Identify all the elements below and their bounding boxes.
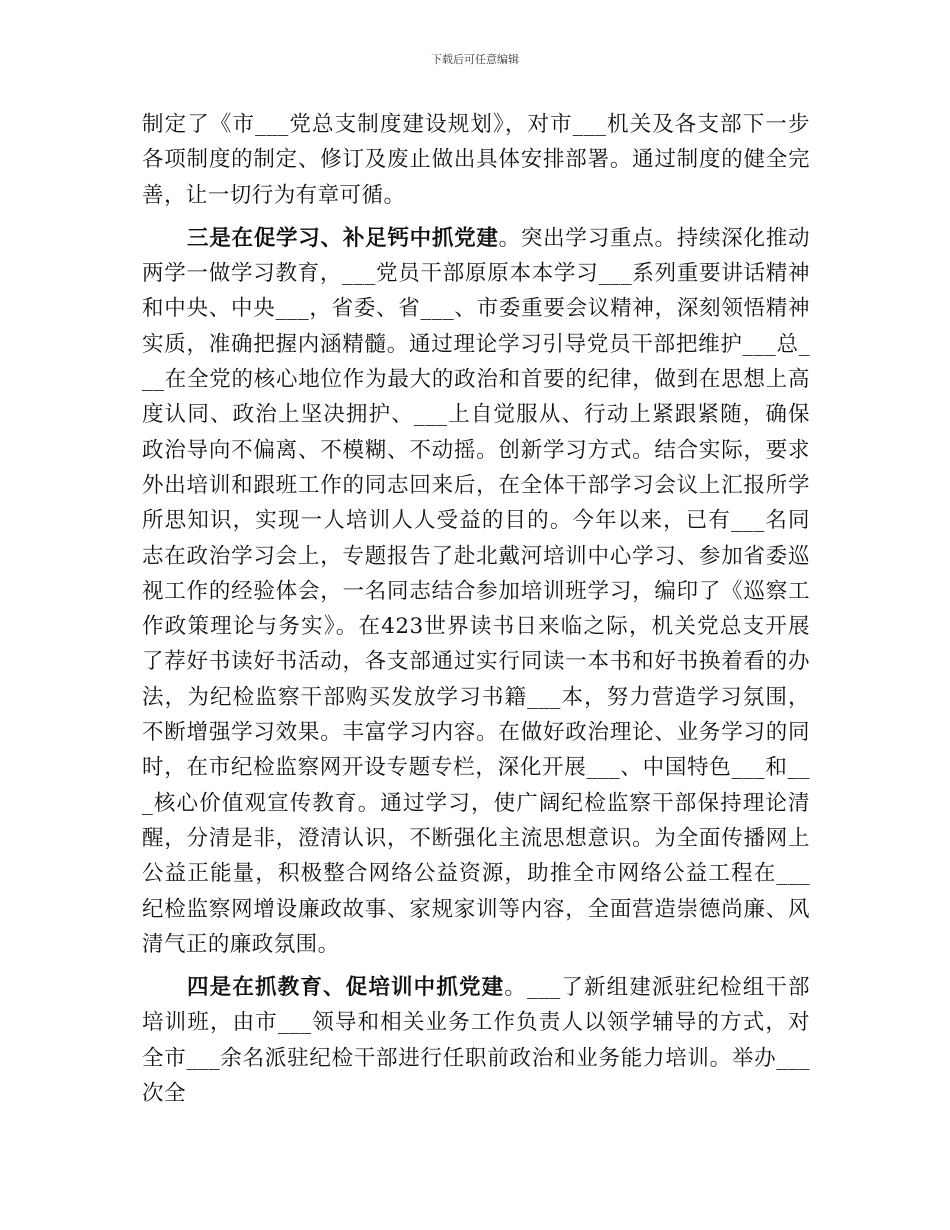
paragraph-3-text: 。___了新组建派驻纪检组干部培训班，由市___领导和相关业务工作负责人以领学辅导的方式，对全市___余名派驻纪检干部进行任职前政治和业务能力培训。举办___次全 [142,975,810,1107]
paragraph-2 [142,221,810,962]
paragraph-3-lead: 四是在抓教育、促培训中抓党建 [187,975,505,1001]
paragraph-3 [142,970,810,1111]
paragraph-1 [142,107,810,213]
paragraph-2-text: 。突出学习重点。持续深化推动两学一做学习教育，___党员干部原原本本学习___系列重要讲话精神和中央、中央___，省委、省___、市委重要会议精神，深刻领悟精神实质，准确把握内涵精髓。通过理论学习引导党员干部把维护___总___在全党的核心地位作为最大的政治和首要的纪律，做到在思想上高度认同、政治上坚决拥护、___上自觉服从、行动上紧跟紧随，确保政治导向不偏离、不模糊、不动摇。创新学习方式。结合实际，要求外出培训和跟班工作的同志回来后，在全体干部学习会议上汇报所学所思知识，实现一人培训人人受益的目的。今年以来，已有___名同志在政治学习会上，专题报告了赴北戴河培训中心学习、参加省委巡视工作的经验体会，一名同志结合参加培训班学习，编印了《巡察工作政策理论与务实》。在423世界读书日来临之际，机关党总支开展了荐好书读好书活动，各支部通过实行同读一本书和好书换着看的办法，为纪检监察干部购买发放学习书籍___本，努力营造学习氛围，不断增强学习效果。丰富学习内容。在做好政治理论、业务学习的同时，在市纪检监察网开设专题专栏，深化开展___、中国特色___和___核心价值观宣传教育。通过学习，使广阔纪检监察干部保持理论清醒，分清是非，澄清认识，不断强化主流思想意识。为全面传播网上公益正能量，积极整合网络公益资源，助推全市网络公益工程在___纪检监察网增设廉政故事、家规家训等内容，全面营造崇德尚廉、风清气正的廉政氛围。 [142,225,810,957]
document-body [142,107,810,1111]
paragraph-2-lead: 三是在促学习、补足钙中抓党建 [187,225,499,251]
paragraph-1-text: 制定了《市___党总支制度建设规划》，对市___机关及各支部下一步各项制度的制定、修订及废止做出具体安排部署。通过制度的健全完善，让一切行为有章可循。 [142,112,810,208]
page-header: 下载后可任意编辑 [431,53,519,66]
